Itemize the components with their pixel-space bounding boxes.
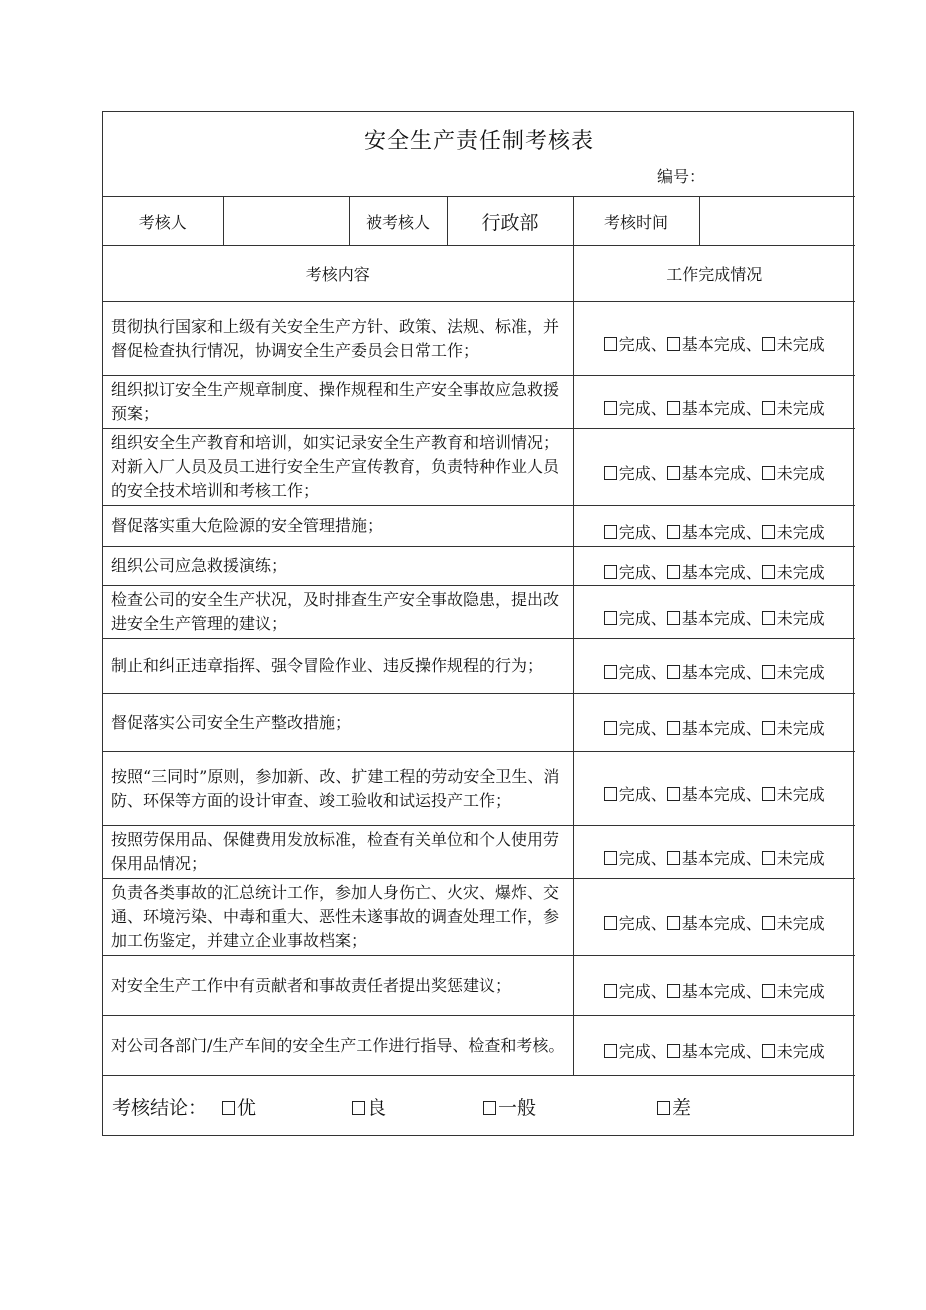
status-option-label: 未完成 [776,785,825,804]
status-option[interactable] [667,399,746,418]
checkbox-icon [667,984,680,998]
status-option-label: 完成 [618,719,651,738]
checkbox-icon [762,984,775,998]
assessment-item-text: 组织安全生产教育和培训，如实记录安全生产教育和培训情况；对新入厂人员及员工进行安全生产宣传教育，负责特种作业人员的安全技术培训和考核工作； [103,429,573,506]
separator: 、 [650,335,667,354]
checkbox-icon [667,466,680,480]
assessment-item-text: 组织拟订安全生产规章制度、操作规程和生产安全事故应急救援预案； [103,376,573,429]
status-option[interactable] [604,399,651,418]
assessment-item-text: 负责各类事故的汇总统计工作，参加人身伤亡、火灾、爆炸、交通、环境污染、中毒和重大、恶性未遂事故的调查处理工作，参加工伤鉴定，并建立企业事故档案； [103,879,573,956]
assessment-time-label: 考核时间 [573,197,699,246]
assessment-item-text: 督促落实重大危险源的安全管理措施； [103,506,573,547]
separator: 、 [745,335,762,354]
status-option-label: 完成 [618,848,651,868]
table-row [103,429,855,506]
checkbox-icon [604,721,617,735]
table-row [103,639,855,694]
completion-status [573,639,855,694]
status-option[interactable] [604,335,651,354]
status-option-label: 基本完成 [681,522,746,542]
separator: 、 [650,562,667,582]
table-row [103,586,855,639]
table-row [103,302,855,376]
checkbox-icon [604,466,617,480]
status-option[interactable] [667,719,746,738]
status-option[interactable] [667,464,746,483]
conclusion-option-poor[interactable]: 差 [657,1093,691,1120]
checkbox-icon [604,916,617,930]
status-option[interactable] [762,399,825,418]
status-option[interactable] [762,719,825,738]
checkbox-icon [762,525,775,539]
assessor-field[interactable] [223,197,349,246]
completion-status [573,879,855,956]
status-option-label: 未完成 [776,719,825,738]
conclusion-option-excellent[interactable]: 优 [222,1093,256,1120]
separator: 、 [650,1042,667,1061]
status-option-label: 未完成 [776,335,825,354]
separator: 、 [745,522,762,542]
checkbox-icon [762,665,775,679]
checkbox-icon [604,565,617,579]
assessment-item-text: 对安全生产工作中有贡献者和事故责任者提出奖惩建议； [103,956,573,1016]
assessment-item-text: 督促落实公司安全生产整改措施； [103,694,573,752]
status-option-label: 未完成 [776,982,825,1001]
checkbox-icon [604,851,617,865]
status-option[interactable] [667,335,746,354]
checkbox-icon [657,1101,670,1115]
assessee-label: 被考核人 [349,197,447,246]
checkbox-icon [604,525,617,539]
assessment-time-field[interactable] [699,197,855,246]
table-row [103,956,855,1016]
status-option-label: 未完成 [776,1042,825,1061]
status-option-label: 未完成 [776,463,825,483]
status-option[interactable] [762,849,825,868]
status-option[interactable] [604,464,651,483]
status-option[interactable] [762,523,825,542]
separator: 、 [650,913,667,933]
separator: 、 [650,848,667,868]
separator: 、 [745,662,762,682]
completion-status [573,547,855,586]
checkbox-icon [667,565,680,579]
table-row [103,879,855,956]
checkbox-icon [667,665,680,679]
table-row [103,694,855,752]
checkbox-icon [667,851,680,865]
completion-status [573,826,855,879]
table-row [103,547,855,586]
separator: 、 [650,398,667,418]
assessee-field[interactable]: 行政部 [447,197,573,246]
conclusion-option-average[interactable]: 一般 [483,1093,536,1120]
status-option[interactable] [604,849,651,868]
assessor-label: 考核人 [103,197,223,246]
status-option-label: 未完成 [776,562,825,582]
checkbox-icon [667,787,680,801]
checkbox-icon [762,401,775,415]
separator: 、 [650,662,667,682]
separator: 、 [745,848,762,868]
separator: 、 [650,982,667,1001]
checkbox-icon [762,611,775,625]
status-option[interactable] [667,563,746,582]
status-option-label: 未完成 [776,848,825,868]
completion-status [573,429,855,506]
completion-status [573,694,855,752]
separator: 、 [745,608,762,628]
checkbox-icon [604,984,617,998]
separator: 、 [745,982,762,1001]
completion-status [573,586,855,639]
conclusion-label: 考核结论： [112,1097,208,1119]
status-option[interactable] [762,663,825,682]
assessment-item-text: 按照“三同时”原则，参加新、改、扩建工程的劳动安全卫生、消防、环保等方面的设计审查、竣工验收和试运投产工作； [103,752,573,826]
checkbox-icon [762,565,775,579]
content-column-header: 考核内容 [103,246,573,302]
status-option[interactable] [604,663,651,682]
status-option[interactable] [604,914,651,933]
assessment-item-text: 贯彻执行国家和上级有关安全生产方针、政策、法规、标准，并督促检查执行情况，协调安全生产委员会日常工作； [103,302,573,376]
status-option[interactable] [604,1042,651,1061]
status-option-label: 未完成 [776,522,825,542]
status-option[interactable] [762,982,825,1001]
separator: 、 [745,719,762,738]
status-option-label: 基本完成 [681,398,746,418]
status-option-label: 基本完成 [681,785,746,804]
assessment-form [102,111,854,1136]
status-option[interactable] [667,785,746,804]
status-option-label: 基本完成 [681,662,746,682]
assessment-item-text: 制止和纠正违章指挥、强令冒险作业、违反操作规程的行为； [103,639,573,694]
status-option[interactable] [604,609,651,628]
checkbox-icon [667,721,680,735]
checkbox-icon [667,525,680,539]
status-option[interactable] [604,785,651,804]
assessment-item-text: 组织公司应急救援演练； [103,547,573,586]
conclusion-option-good[interactable]: 良 [352,1093,386,1120]
status-option[interactable] [604,982,651,1001]
status-option-label: 未完成 [776,398,825,418]
status-option[interactable] [762,609,825,628]
checkbox-icon [483,1101,496,1115]
checkbox-icon [762,1044,775,1058]
separator: 、 [745,1042,762,1061]
separator: 、 [650,719,667,738]
status-option-label: 基本完成 [681,719,746,738]
completion-status [573,956,855,1016]
status-option[interactable] [667,663,746,682]
status-option-label: 完成 [618,522,651,542]
completion-status [573,376,855,429]
separator: 、 [745,913,762,933]
separator: 、 [745,785,762,804]
status-option-label: 未完成 [776,608,825,628]
form-table [103,112,855,1135]
status-option[interactable] [604,719,651,738]
assessment-rows [103,302,855,1076]
status-option[interactable] [762,785,825,804]
status-option-label: 完成 [618,398,651,418]
checkbox-icon [604,787,617,801]
assessment-item-text: 检查公司的安全生产状况，及时排查生产安全事故隐患，提出改进安全生产管理的建议； [103,586,573,639]
status-option[interactable] [667,849,746,868]
status-option-label: 基本完成 [681,608,746,628]
status-option-label: 完成 [618,785,651,804]
checkbox-icon [604,401,617,415]
status-option-label: 完成 [618,335,651,354]
status-option-label: 基本完成 [681,463,746,483]
separator: 、 [745,463,762,483]
status-option[interactable] [604,523,651,542]
status-option-label: 完成 [618,463,651,483]
status-option[interactable] [667,914,746,933]
completion-status [573,1016,855,1076]
assessment-item-text: 对公司各部门/生产车间的安全生产工作进行指导、检查和考核。 [103,1016,573,1076]
status-option[interactable] [762,914,825,933]
status-option-label: 基本完成 [681,913,746,933]
checkbox-icon [762,337,775,351]
page-title: 安全生产责任制考核表 [363,129,594,154]
table-row [103,752,855,826]
status-option[interactable] [762,1042,825,1061]
status-option[interactable] [667,523,746,542]
status-option-label: 基本完成 [681,562,746,582]
checkbox-icon [667,1044,680,1058]
separator: 、 [650,608,667,628]
checkbox-icon [667,916,680,930]
checkbox-icon [604,337,617,351]
status-option-label: 完成 [618,913,651,933]
checkbox-icon [762,721,775,735]
serial-number-label: 编号： [656,167,705,186]
checkbox-icon [667,611,680,625]
status-option[interactable] [762,563,825,582]
title-cell [103,112,855,197]
checkbox-icon [604,665,617,679]
status-option-label: 基本完成 [681,848,746,868]
status-option-label: 完成 [618,1042,651,1061]
table-row [103,826,855,879]
checkbox-icon [667,401,680,415]
separator: 、 [745,398,762,418]
table-row [103,506,855,547]
status-option[interactable] [667,609,746,628]
status-option[interactable] [667,982,746,1001]
status-option[interactable] [604,563,651,582]
assessment-item-text: 按照劳保用品、保健费用发放标准，检查有关单位和个人使用劳保用品情况； [103,826,573,879]
status-option-label: 完成 [618,982,651,1001]
checkbox-icon [604,1044,617,1058]
separator: 、 [650,522,667,542]
status-option-label: 基本完成 [681,982,746,1001]
table-row [103,1016,855,1076]
checkbox-icon [762,787,775,801]
completion-status [573,302,855,376]
status-option-label: 完成 [618,562,651,582]
table-row [103,376,855,429]
checkbox-icon [352,1101,365,1115]
status-option-label: 未完成 [776,913,825,933]
status-option[interactable] [667,1042,746,1061]
checkbox-icon [762,466,775,480]
separator: 、 [650,785,667,804]
status-option-label: 未完成 [776,662,825,682]
conclusion-row [103,1076,855,1136]
separator: 、 [745,562,762,582]
separator: 、 [650,463,667,483]
completion-status [573,506,855,547]
checkbox-icon [762,916,775,930]
status-option-label: 基本完成 [681,1042,746,1061]
checkbox-icon [222,1101,235,1115]
status-option-label: 完成 [618,662,651,682]
checkbox-icon [667,337,680,351]
status-option-label: 完成 [618,608,651,628]
status-option[interactable] [762,335,825,354]
status-column-header: 工作完成情况 [573,246,855,302]
checkbox-icon [762,851,775,865]
status-option[interactable] [762,464,825,483]
checkbox-icon [604,611,617,625]
status-option-label: 基本完成 [681,335,746,354]
completion-status [573,752,855,826]
